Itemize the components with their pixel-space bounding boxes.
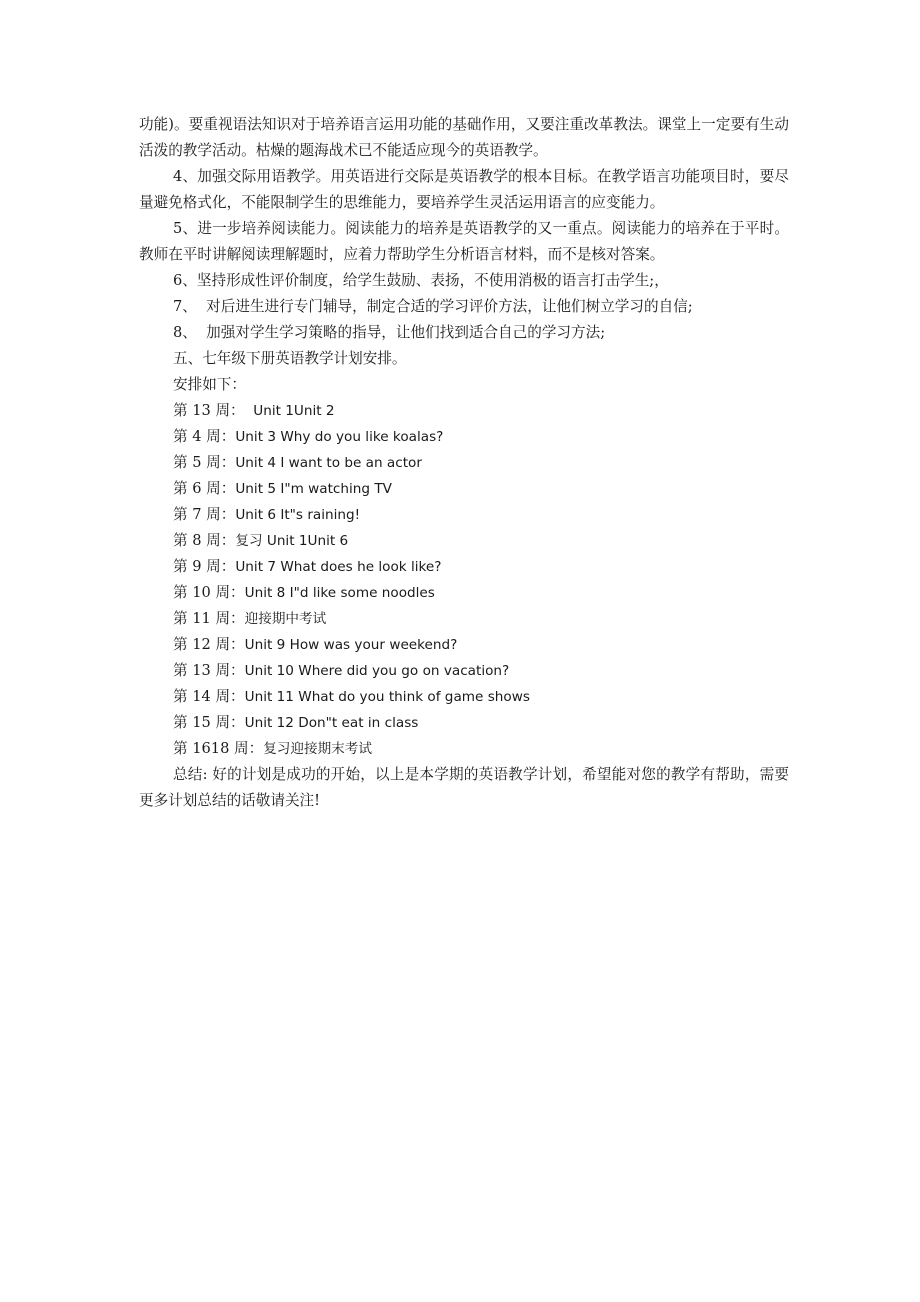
schedule-week: 第 9 周： (173, 558, 236, 575)
schedule-week: 第 6 周： (173, 480, 236, 497)
document-body (139, 112, 789, 814)
schedule-row (139, 632, 789, 658)
schedule-item: Unit 12 Don"t eat in class (244, 715, 419, 731)
schedule-week: 第 11 周： (173, 610, 245, 627)
schedule-row (139, 424, 789, 450)
schedule-week: 第 5 周： (173, 454, 236, 471)
schedule-week: 第 14 周： (173, 688, 245, 705)
schedule-row (139, 502, 789, 528)
paragraph-item-4: 4、加强交际用语教学。用英语进行交际是英语教学的根本目标。在教学语言功能项目时，要尽量避免格式化，不能限制学生的思维能力，要培养学生灵活运用语言的应变能力。 (139, 168, 789, 211)
schedule-week: 第 10 周： (173, 584, 245, 601)
schedule-week: 第 13 周： (173, 662, 245, 679)
schedule-row (139, 658, 789, 684)
schedule-row (139, 398, 789, 424)
schedule-week: 第 4 周： (173, 428, 236, 445)
schedule-row (139, 684, 789, 710)
schedule-item: Unit 5 I"m watching TV (235, 481, 392, 497)
schedule-item: Unit 9 How was your weekend? (244, 637, 458, 653)
schedule-row (139, 580, 789, 606)
schedule-item: 复习 Unit 1Unit 6 (235, 533, 349, 549)
paragraph-item-7: 7、 对后进生进行专门辅导，制定合适的学习评价方法，让他们树立学习的自信; (173, 298, 693, 315)
schedule-week: 第 13 周： (173, 402, 245, 419)
schedule-item: Unit 7 What does he look like? (235, 559, 442, 575)
summary-paragraph: 总结: 好的计划是成功的开始，以上是本学期的英语教学计划，希望能对您的教学有帮助，需要更多计划总结的话敬请关注! (139, 766, 789, 809)
paragraph-item-5: 5、进一步培养阅读能力。阅读能力的培养是英语教学的又一重点。阅读能力的培养在于平时。教师在平时讲解阅读理解题时，应着力帮助学生分析语言材料，而不是核对答案。 (139, 220, 789, 263)
schedule-week: 第 15 周： (173, 714, 245, 731)
schedule-item: Unit 11 What do you think of game shows (244, 689, 530, 705)
schedule-week: 第 7 周： (173, 506, 236, 523)
schedule-list (139, 398, 789, 762)
schedule-item: Unit 4 I want to be an actor (235, 455, 422, 471)
paragraph-item-6: 6、坚持形成性评价制度，给学生鼓励、表扬，不使用消极的语言打击学生;， (173, 272, 669, 289)
schedule-row (139, 606, 789, 632)
schedule-item: Unit 6 It"s raining! (235, 507, 361, 523)
section-heading: 五、七年级下册英语教学计划安排。 (173, 350, 407, 367)
schedule-week: 第 8 周： (173, 532, 236, 549)
schedule-item: Unit 3 Why do you like koalas? (235, 429, 444, 445)
paragraph-item-8: 8、 加强对学生学习策略的指导，让他们找到适合自己的学习方法; (173, 324, 606, 341)
schedule-row (139, 450, 789, 476)
schedule-week: 第 12 周： (173, 636, 245, 653)
schedule-item: Unit 10 Where did you go on vacation? (244, 663, 510, 679)
schedule-item: 迎接期中考试 (244, 611, 327, 627)
schedule-item: Unit 8 I"d like some noodles (244, 585, 435, 601)
schedule-row (139, 476, 789, 502)
schedule-row (139, 710, 789, 736)
paragraph-continued: 功能)。要重视语法知识对于培养语言运用功能的基础作用，又要注重改革教法。课堂上一定要有生动活泼的教学活动。枯燥的题海战术已不能适应现今的英语教学。 (139, 116, 789, 159)
schedule-row (139, 736, 789, 762)
schedule-week: 第 1618 周： (173, 740, 264, 757)
schedule-intro: 安排如下： (173, 376, 246, 393)
schedule-item: 复习迎接期末考试 (263, 741, 372, 757)
schedule-item: Unit 1Unit 2 (244, 403, 335, 419)
schedule-row (139, 554, 789, 580)
schedule-row (139, 528, 789, 554)
